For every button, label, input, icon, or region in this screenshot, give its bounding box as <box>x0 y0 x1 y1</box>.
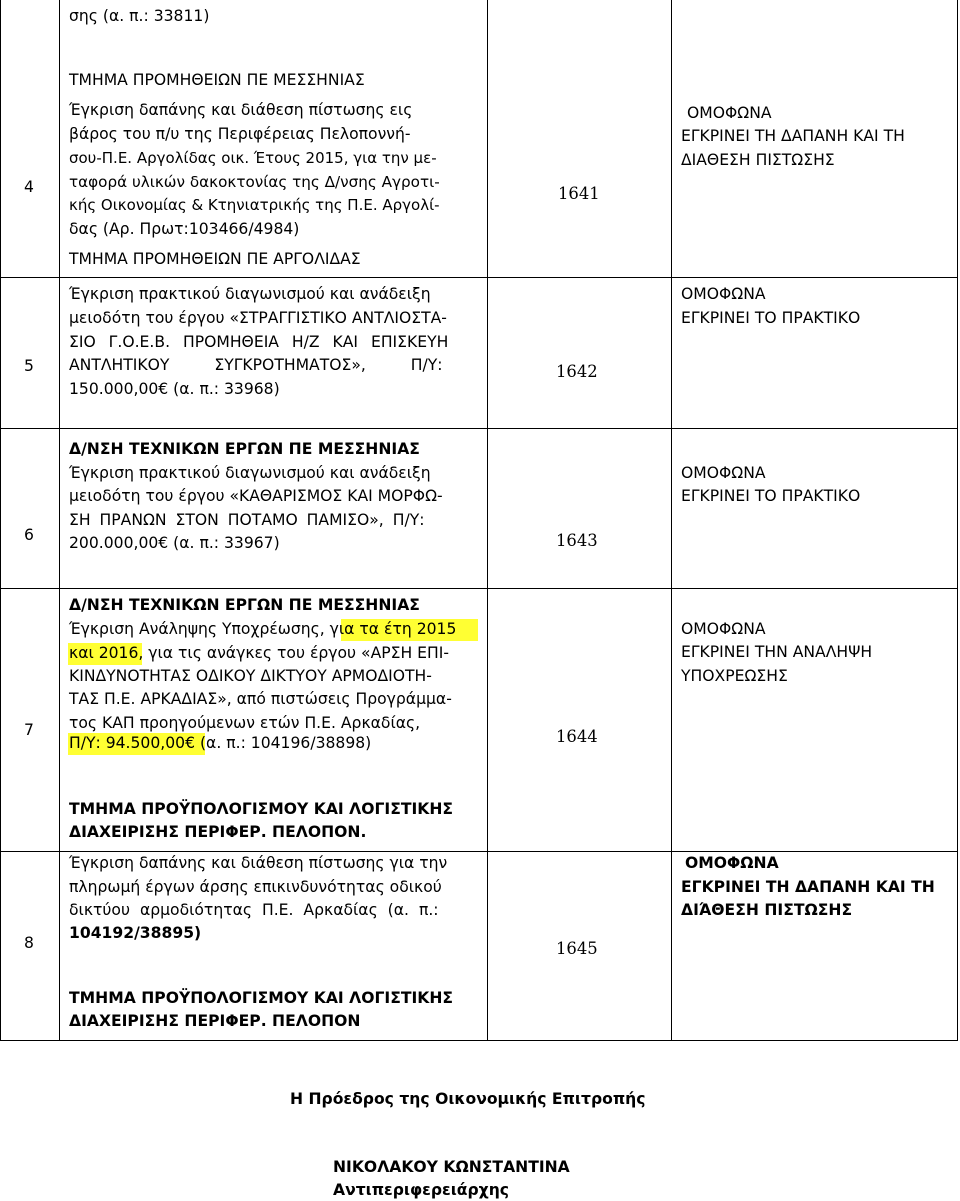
subject-line: 150.000,00€ (α. π.: 33968) <box>69 380 280 398</box>
subject-line: ΚΙΝΔΥΝΟΤΗΤΑΣ ΟΔΙΚΟΥ ΔΙΚΤΥΟΥ ΑΡΜΟΔΙΟΤΗ- <box>69 667 432 685</box>
subject-line: Έγκριση πρακτικού διαγωνισμού και ανάδειξη <box>69 464 431 482</box>
row-number: 4 <box>24 178 34 196</box>
result-line: ΟΜΟΦΩΝΑ <box>681 464 766 482</box>
subject-line: τος ΚΑΠ προηγούμενων ετών Π.Ε. Αρκαδίας, <box>69 714 421 732</box>
department-heading: Δ/ΝΣΗ ΤΕΧΝΙΚΩΝ ΕΡΓΩΝ ΠΕ ΜΕΣΣΗΝΙΑΣ <box>69 440 420 458</box>
result-line: ΟΜΟΦΩΝΑ <box>681 285 766 303</box>
result-line: ΥΠΟΧΡΕΩΣΗΣ <box>681 667 788 685</box>
subject-line: Έγκριση δαπάνης και διάθεση πίστωσης για την <box>69 854 448 872</box>
subject-line: μειοδότη του έργου «ΚΑΘΑΡΙΣΜΟΣ ΚΑΙ ΜΟΡΦΩ- <box>69 487 443 505</box>
subject-line: ταφορά υλικών δακοκτονίας της Δ/νσης Αγροτι- <box>69 173 440 191</box>
table-border-left <box>0 0 1 1041</box>
signatory-role: Αντιπεριφερειάρχης <box>333 1181 510 1199</box>
decision-number: 1644 <box>556 727 598 746</box>
subject-line: δικτύου αρμοδιότητας Π.Ε. Αρκαδίας (α. π.: <box>69 901 439 919</box>
subject-line: Έγκριση πρακτικού διαγωνισμού και ανάδειξη <box>69 285 431 303</box>
subject-line: Έγκριση Ανάληψης Υποχρέωσης, για τα έτη 2015 <box>69 620 457 638</box>
subject-line: 104192/38895) <box>69 924 202 942</box>
subject-line: Έγκριση δαπάνης και διάθεση πίστωσης εις <box>69 101 413 119</box>
subject-line: ΣΗ ΠΡΑΝΩΝ ΣΤΟΝ ΠΟΤΑΜΟ ΠΑΜΙΣΟ», Π/Υ: <box>69 511 425 529</box>
result-line: ΔΙΆΘΕΣΗ ΠΙΣΤΩΣΗΣ <box>681 901 853 919</box>
col-divider-1 <box>59 0 60 1041</box>
decision-number: 1642 <box>556 362 598 381</box>
department-footer: ΔΙΑΧΕΙΡΙΣΗΣ ΠΕΡΙΦΕΡ. ΠΕΛΟΠΟΝ <box>69 1012 361 1030</box>
decision-number: 1643 <box>556 531 598 550</box>
col-divider-2 <box>487 0 488 1041</box>
row-number: 8 <box>24 934 34 952</box>
row-divider <box>0 588 958 589</box>
result-line: ΕΓΚΡΙΝΕΙ ΤΗ ΔΑΠΑΝΗ ΚΑΙ ΤΗ <box>681 878 935 896</box>
result-line: ΕΓΚΡΙΝΕΙ ΤΗ ΔΑΠΑΝΗ ΚΑΙ ΤΗ <box>681 127 905 145</box>
row-number: 7 <box>24 721 34 739</box>
subject-line: ΑΝΤΛΗΤΙΚΟΥ ΣΥΓΚΡΟΤΗΜΑΤΟΣ», Π/Υ: <box>69 356 443 374</box>
subject-line: μειοδότη του έργου «ΣΤΡΑΓΓΙΣΤΙΚΟ ΑΝΤΛΙΟΣΤΑ- <box>69 309 447 327</box>
prev-row-tail: σης (α. π.: 33811) <box>69 7 210 25</box>
subject-line: σου-Π.Ε. Αργολίδας οικ. Έτους 2015, για την με- <box>69 149 437 167</box>
row-divider <box>0 851 958 852</box>
result-line: ΟΜΟΦΩΝΑ <box>687 104 772 122</box>
result-line: ΟΜΟΦΩΝΑ <box>681 620 766 638</box>
result-line: ΕΓΚΡΙΝΕΙ ΤΗΝ ΑΝΑΛΗΨΗ <box>681 643 873 661</box>
department-heading: ΤΜΗΜΑ ΠΡΟΜΗΘΕΙΩΝ ΠΕ ΜΕΣΣΗΝΙΑΣ <box>69 71 365 89</box>
result-line: ΟΜΟΦΩΝΑ <box>685 854 779 872</box>
table-border-bottom <box>0 1040 958 1041</box>
row-divider <box>0 428 958 429</box>
subject-line: Π/Υ: 94.500,00€ (α. π.: 104196/38898) <box>69 734 372 752</box>
decision-number: 1641 <box>558 184 600 203</box>
department-heading: Δ/ΝΣΗ ΤΕΧΝΙΚΩΝ ΕΡΓΩΝ ΠΕ ΜΕΣΣΗΝΙΑΣ <box>69 596 420 614</box>
subject-line: δας (Αρ. Πρωτ:103466/4984) <box>69 220 300 238</box>
row-divider <box>0 277 958 278</box>
signatory-name: ΝΙΚΟΛΑΚΟΥ ΚΩΝΣΤΑΝΤΙΝΑ <box>333 1158 570 1176</box>
table-border-right <box>957 0 958 1041</box>
department-footer: ΤΜΗΜΑ ΠΡΟΜΗΘΕΙΩΝ ΠΕ ΑΡΓΟΛΙΔΑΣ <box>69 250 361 268</box>
chair-title: Η Πρόεδρος της Οικονομικής Επιτροπής <box>290 1090 646 1108</box>
col-divider-3 <box>671 0 672 1041</box>
department-footer: ΤΜΗΜΑ ΠΡΟΫΠΟΛΟΓΙΣΜΟΥ ΚΑΙ ΛΟΓΙΣΤΙΚΗΣ <box>69 800 454 818</box>
subject-line: και 2016, για τις ανάγκες του έργου «ΑΡΣΗ ΕΠΙ- <box>69 644 449 662</box>
subject-line: ΤΑΣ Π.Ε. ΑΡΚΑΔΙΑΣ», από πιστώσεις Προγράμμα- <box>69 690 452 708</box>
decision-number: 1645 <box>556 939 598 958</box>
subject-line: 200.000,00€ (α. π.: 33967) <box>69 534 280 552</box>
subject-line: πληρωμή έργων άρσης επικινδυνότητας οδικού <box>69 878 442 896</box>
result-line: ΔΙΑΘΕΣΗ ΠΙΣΤΩΣΗΣ <box>681 151 835 169</box>
subject-line: κής Οικονομίας & Κτηνιατρικής της Π.Ε. Αργολί- <box>69 196 440 214</box>
row-number: 6 <box>24 526 34 544</box>
subject-line: ΣΙΟ Γ.Ο.Ε.Β. ΠΡΟΜΗΘΕΙΑ Η/Ζ ΚΑΙ ΕΠΙΣΚΕΥΗ <box>69 333 449 351</box>
department-footer: ΔΙΑΧΕΙΡΙΣΗΣ ΠΕΡΙΦΕΡ. ΠΕΛΟΠΟΝ. <box>69 823 367 841</box>
result-line: ΕΓΚΡΙΝΕΙ ΤΟ ΠΡΑΚΤΙΚΟ <box>681 309 861 327</box>
result-line: ΕΓΚΡΙΝΕΙ ΤΟ ΠΡΑΚΤΙΚΟ <box>681 487 861 505</box>
row-number: 5 <box>24 357 34 375</box>
subject-line: βάρος του π/υ της Περιφέρειας Πελοποννή- <box>69 125 411 143</box>
department-footer: ΤΜΗΜΑ ΠΡΟΫΠΟΛΟΓΙΣΜΟΥ ΚΑΙ ΛΟΓΙΣΤΙΚΗΣ <box>69 989 454 1007</box>
